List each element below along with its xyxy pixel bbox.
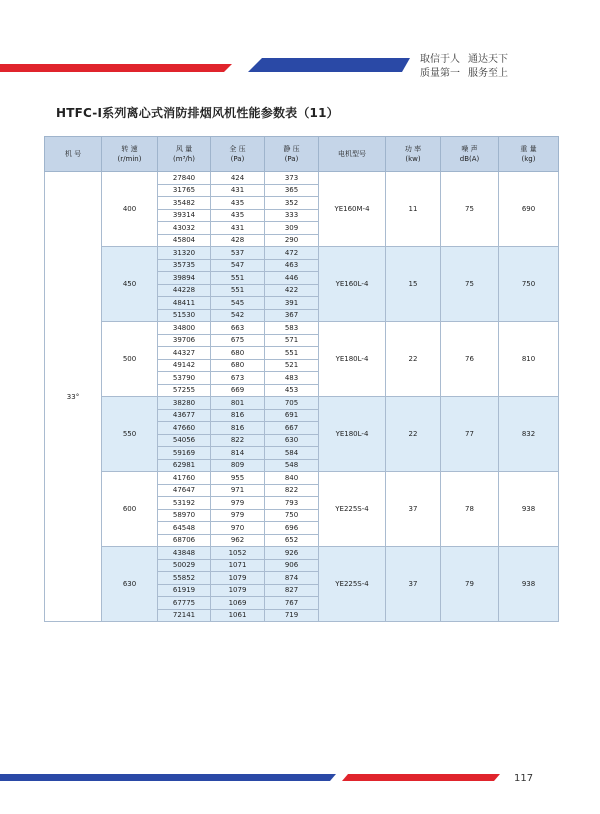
static-pressure-cell: 667	[265, 422, 319, 435]
total-pressure-cell: 435	[211, 209, 265, 222]
static-pressure-cell: 367	[265, 309, 319, 322]
airflow-cell: 48411	[158, 297, 211, 310]
static-pressure-cell: 472	[265, 247, 319, 260]
airflow-cell: 31320	[158, 247, 211, 260]
column-header-unit: (r/min)	[117, 155, 142, 163]
power-cell: 11	[386, 172, 441, 247]
slogan-line-1	[420, 53, 516, 67]
speed-cell: 600	[102, 472, 158, 547]
total-pressure-cell: 816	[211, 409, 265, 422]
column-header-label: 转 速	[121, 145, 138, 153]
total-pressure-cell: 431	[211, 222, 265, 235]
slogan-text: 服务至上	[468, 68, 508, 79]
total-pressure-cell: 809	[211, 459, 265, 472]
airflow-cell: 39706	[158, 334, 211, 347]
airflow-cell: 35735	[158, 259, 211, 272]
table-row	[45, 397, 559, 410]
slogan-text: 取信于人	[420, 54, 460, 65]
static-pressure-cell: 521	[265, 359, 319, 372]
column-header	[386, 137, 441, 172]
table-row	[45, 472, 559, 485]
motor-model-cell: YE180L-4	[319, 397, 386, 472]
total-pressure-cell: 542	[211, 309, 265, 322]
column-header-unit: (kg)	[521, 155, 536, 163]
motor-model-cell: YE180L-4	[319, 322, 386, 397]
header-slogan	[420, 53, 516, 81]
airflow-cell: 61919	[158, 584, 211, 597]
column-header	[265, 137, 319, 172]
column-header-label: 功 率	[404, 145, 422, 153]
speed-cell: 500	[102, 322, 158, 397]
slogan-text: 通达天下	[468, 54, 508, 65]
speed-cell: 550	[102, 397, 158, 472]
airflow-cell: 49142	[158, 359, 211, 372]
static-pressure-cell: 551	[265, 347, 319, 360]
airflow-cell: 31765	[158, 184, 211, 197]
total-pressure-cell: 551	[211, 272, 265, 285]
static-pressure-cell: 583	[265, 322, 319, 335]
column-header-label: 重 量	[520, 145, 537, 153]
static-pressure-cell: 926	[265, 547, 319, 560]
table-header-row	[45, 137, 559, 172]
header-blue-stripe	[248, 58, 410, 72]
column-header-label: 机 号	[64, 150, 82, 158]
power-cell: 22	[386, 397, 441, 472]
weight-cell: 810	[499, 322, 559, 397]
static-pressure-cell: 309	[265, 222, 319, 235]
static-pressure-cell: 630	[265, 434, 319, 447]
noise-cell: 75	[441, 247, 499, 322]
static-pressure-cell: 906	[265, 559, 319, 572]
total-pressure-cell: 1061	[211, 609, 265, 622]
static-pressure-cell: 767	[265, 597, 319, 610]
total-pressure-cell: 551	[211, 284, 265, 297]
airflow-cell: 43848	[158, 547, 211, 560]
total-pressure-cell: 816	[211, 422, 265, 435]
airflow-cell: 53790	[158, 372, 211, 385]
static-pressure-cell: 463	[265, 259, 319, 272]
column-header-unit: (Pa)	[230, 155, 245, 163]
static-pressure-cell: 352	[265, 197, 319, 210]
airflow-cell: 39314	[158, 209, 211, 222]
airflow-cell: 64548	[158, 522, 211, 535]
airflow-cell: 39894	[158, 272, 211, 285]
slogan-line-2	[420, 67, 516, 81]
airflow-cell: 67775	[158, 597, 211, 610]
power-cell: 37	[386, 547, 441, 622]
weight-cell: 750	[499, 247, 559, 322]
static-pressure-cell: 548	[265, 459, 319, 472]
static-pressure-cell: 391	[265, 297, 319, 310]
noise-cell: 76	[441, 322, 499, 397]
airflow-cell: 47660	[158, 422, 211, 435]
column-header	[441, 137, 499, 172]
table-row	[45, 322, 559, 335]
airflow-cell: 44228	[158, 284, 211, 297]
airflow-cell: 44327	[158, 347, 211, 360]
static-pressure-cell: 750	[265, 509, 319, 522]
footer-color-band	[0, 771, 600, 783]
total-pressure-cell: 673	[211, 372, 265, 385]
speed-cell: 630	[102, 547, 158, 622]
column-header-label: 风 量	[175, 145, 193, 153]
table-row	[45, 247, 559, 260]
airflow-cell: 43032	[158, 222, 211, 235]
total-pressure-cell: 547	[211, 259, 265, 272]
table-body	[45, 172, 559, 622]
static-pressure-cell: 705	[265, 397, 319, 410]
total-pressure-cell: 822	[211, 434, 265, 447]
noise-cell: 79	[441, 547, 499, 622]
airflow-cell: 54056	[158, 434, 211, 447]
motor-model-cell: YE225S-4	[319, 547, 386, 622]
airflow-cell: 72141	[158, 609, 211, 622]
total-pressure-cell: 1079	[211, 572, 265, 585]
total-pressure-cell: 669	[211, 384, 265, 397]
motor-model-cell: YE160L-4	[319, 247, 386, 322]
footer-blue-stripe	[0, 774, 336, 781]
static-pressure-cell: 453	[265, 384, 319, 397]
slogan-text: 质量第一	[420, 68, 460, 79]
airflow-cell: 62981	[158, 459, 211, 472]
column-header-unit: (kw)	[405, 155, 421, 163]
static-pressure-cell: 446	[265, 272, 319, 285]
total-pressure-cell: 545	[211, 297, 265, 310]
airflow-cell: 53192	[158, 497, 211, 510]
power-cell: 37	[386, 472, 441, 547]
motor-model-cell: YE225S-4	[319, 472, 386, 547]
performance-table	[44, 136, 559, 622]
static-pressure-cell: 827	[265, 584, 319, 597]
total-pressure-cell: 1071	[211, 559, 265, 572]
column-header	[158, 137, 211, 172]
total-pressure-cell: 962	[211, 534, 265, 547]
total-pressure-cell: 663	[211, 322, 265, 335]
static-pressure-cell: 333	[265, 209, 319, 222]
static-pressure-cell: 290	[265, 234, 319, 247]
column-header-label: 电机型号	[338, 150, 366, 158]
total-pressure-cell: 428	[211, 234, 265, 247]
airflow-cell: 38280	[158, 397, 211, 410]
total-pressure-cell: 979	[211, 509, 265, 522]
power-cell: 15	[386, 247, 441, 322]
total-pressure-cell: 979	[211, 497, 265, 510]
weight-cell: 938	[499, 472, 559, 547]
total-pressure-cell: 1079	[211, 584, 265, 597]
header-red-stripe	[0, 64, 232, 72]
static-pressure-cell: 422	[265, 284, 319, 297]
column-header-label: 静 压	[283, 145, 300, 153]
speed-cell: 400	[102, 172, 158, 247]
column-header-unit: (m³/h)	[173, 155, 195, 163]
total-pressure-cell: 801	[211, 397, 265, 410]
airflow-cell: 68706	[158, 534, 211, 547]
total-pressure-cell: 955	[211, 472, 265, 485]
static-pressure-cell: 840	[265, 472, 319, 485]
static-pressure-cell: 874	[265, 572, 319, 585]
airflow-cell: 34800	[158, 322, 211, 335]
total-pressure-cell: 424	[211, 172, 265, 185]
total-pressure-cell: 435	[211, 197, 265, 210]
static-pressure-cell: 652	[265, 534, 319, 547]
total-pressure-cell: 1052	[211, 547, 265, 560]
column-header	[319, 137, 386, 172]
speed-cell: 450	[102, 247, 158, 322]
footer-red-stripe	[342, 774, 500, 781]
column-header	[211, 137, 265, 172]
weight-cell: 690	[499, 172, 559, 247]
airflow-cell: 58970	[158, 509, 211, 522]
static-pressure-cell: 696	[265, 522, 319, 535]
static-pressure-cell: 373	[265, 172, 319, 185]
total-pressure-cell: 680	[211, 347, 265, 360]
total-pressure-cell: 675	[211, 334, 265, 347]
static-pressure-cell: 719	[265, 609, 319, 622]
static-pressure-cell: 822	[265, 484, 319, 497]
column-header	[499, 137, 559, 172]
column-header-unit: dB(A)	[459, 155, 480, 163]
power-cell: 22	[386, 322, 441, 397]
weight-cell: 832	[499, 397, 559, 472]
airflow-cell: 55852	[158, 572, 211, 585]
table-row	[45, 172, 559, 185]
machine-number-cell: 33°	[45, 172, 102, 622]
static-pressure-cell: 365	[265, 184, 319, 197]
total-pressure-cell: 431	[211, 184, 265, 197]
airflow-cell: 59169	[158, 447, 211, 460]
column-header	[45, 137, 102, 172]
airflow-cell: 43677	[158, 409, 211, 422]
table-row	[45, 547, 559, 560]
static-pressure-cell: 793	[265, 497, 319, 510]
total-pressure-cell: 1069	[211, 597, 265, 610]
airflow-cell: 27840	[158, 172, 211, 185]
airflow-cell: 51530	[158, 309, 211, 322]
total-pressure-cell: 971	[211, 484, 265, 497]
airflow-cell: 50029	[158, 559, 211, 572]
column-header-unit: (Pa)	[284, 155, 299, 163]
motor-model-cell: YE160M-4	[319, 172, 386, 247]
page-number: 117	[514, 773, 534, 784]
total-pressure-cell: 814	[211, 447, 265, 460]
column-header-label: 全 压	[229, 145, 246, 153]
column-header	[102, 137, 158, 172]
airflow-cell: 47647	[158, 484, 211, 497]
airflow-cell: 35482	[158, 197, 211, 210]
noise-cell: 78	[441, 472, 499, 547]
noise-cell: 77	[441, 397, 499, 472]
total-pressure-cell: 970	[211, 522, 265, 535]
airflow-cell: 45804	[158, 234, 211, 247]
static-pressure-cell: 584	[265, 447, 319, 460]
static-pressure-cell: 483	[265, 372, 319, 385]
static-pressure-cell: 691	[265, 409, 319, 422]
static-pressure-cell: 571	[265, 334, 319, 347]
column-header-label: 噪 声	[461, 145, 478, 153]
page-title: HTFC-Ⅰ系列离心式消防排烟风机性能参数表（11）	[56, 106, 339, 120]
noise-cell: 75	[441, 172, 499, 247]
total-pressure-cell: 537	[211, 247, 265, 260]
total-pressure-cell: 680	[211, 359, 265, 372]
airflow-cell: 57255	[158, 384, 211, 397]
weight-cell: 938	[499, 547, 559, 622]
airflow-cell: 41760	[158, 472, 211, 485]
